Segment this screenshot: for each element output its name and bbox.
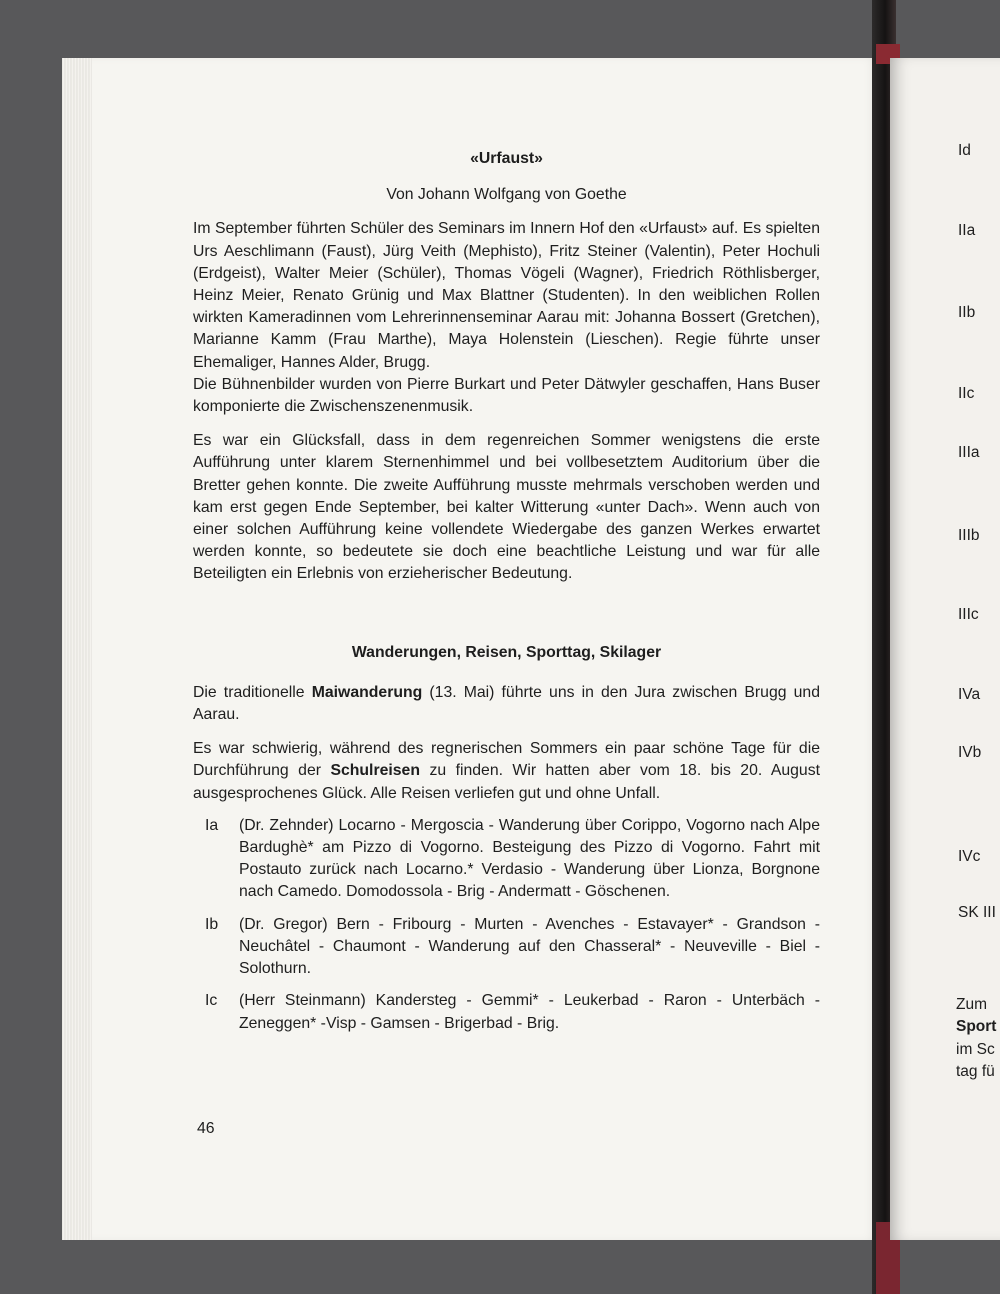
class-label: IIIa	[958, 444, 980, 461]
article-title: «Urfaust»	[470, 150, 543, 167]
trip-class-label: Ic	[205, 992, 218, 1010]
text-run: Die traditionelle	[193, 683, 312, 701]
paragraph-schulreisen	[193, 738, 820, 805]
page-number: 46	[197, 1120, 215, 1137]
bold-term: Maiwanderung	[311, 683, 423, 701]
right-text-line: tag fü	[956, 1063, 995, 1080]
paragraph-maiwanderung	[193, 682, 820, 726]
trip-item	[193, 990, 820, 1034]
right-text-line: Sport	[956, 1018, 997, 1035]
class-label: IIb	[958, 304, 976, 321]
trip-description: (Dr. Zehnder) Locarno - Mergoscia - Wanderung über Corippo, Vogorno nach Alpe Bardughè* am Pizzo di Vogorno. Besteigung des Pizzo di Vogorno. Fahrt mit Postauto zurück nach Locarno.* Verdasio - Wanderung über Lionza, Borgnone nach Camedo. Domodossola - Brig - Andermatt - Göschenen.	[239, 816, 820, 901]
class-label: IIc	[958, 385, 975, 402]
right-text-line: im Sc	[956, 1041, 995, 1058]
trip-item	[193, 914, 820, 981]
class-label: Id	[958, 142, 971, 159]
class-label: IIa	[958, 222, 976, 239]
trip-item	[193, 815, 820, 904]
text-run: (13. Mai) führte uns in den Jura zwischen Brugg und Aarau.	[193, 683, 820, 724]
left-page-content	[193, 140, 820, 1035]
paragraph-stage: Die Bühnenbilder wurden von Pierre Burkart und Peter Dätwyler geschaffen, Hans Buser komponierte die Zwischenszenenmusik.	[193, 375, 820, 416]
text-run: Es war schwierig, während des regnerischen Sommers ein paar schöne Tage für die Durchführung der	[193, 740, 820, 780]
class-label: IVa	[958, 686, 981, 703]
class-label: IVc	[958, 848, 981, 865]
section-title: Wanderungen, Reisen, Sporttag, Skilager	[351, 643, 662, 661]
class-label: IIIc	[958, 606, 979, 623]
article-subtitle: Von Johann Wolfgang von Goethe	[386, 186, 627, 204]
class-label: IIIb	[958, 527, 980, 544]
trip-description: (Herr Steinmann) Kandersteg - Gemmi* - Leukerbad - Raron - Unterbäch - Zeneggen* -Visp - Gamsen - Brigerbad - Brig.	[239, 992, 820, 1032]
class-label: IVb	[958, 744, 982, 761]
trip-class-label: Ib	[205, 915, 219, 933]
class-label: SK III	[958, 904, 996, 921]
right-text-line: Zum	[956, 996, 987, 1013]
text-run: zu finden. Wir hatten aber vom 18. bis 20. August ausgesprochenes Glück. Alle Reisen verliefen gut und ohne Unfall.	[193, 762, 821, 802]
paragraph-performance: Es war ein Glücksfall, dass in dem regenreichen Sommer wenigstens die erste Aufführung unter klarem Sternenhimmel und bei vollbesetztem Auditorium über die Bretter gehen konnte. Die zweite Aufführung musste mehrmals verschoben werden und kam erst gegen Ende September, bei kalter Witterung «unter Dach». Wenn auch von einer solchen Aufführung keine vollendete Wiedergabe des ganzen Werkes erwartet werden konnte, so bedeutete sie doch eine beachtliche Leistung und war für alle Beteiligten ein Erlebnis von erzieherischer Bedeutung.	[193, 432, 820, 583]
trip-description: (Dr. Gregor) Bern - Fribourg - Murten - Avenches - Estavayer* - Grandson - Neuchâtel - Chaumont - Wanderung auf den Chasseral* - Neuveville - Biel - Solothurn.	[239, 915, 820, 978]
bold-term: Schulreisen	[330, 762, 420, 780]
paragraph-cast: Im September führten Schüler des Seminars im Innern Hof den «Urfaust» auf. Es spielten Urs Aeschlimann (Faust), Jürg Veith (Mephisto), Fritz Steiner (Valentin), Peter Hochuli (Erdgeist), Walter Meier (Schüler), Thomas Vögeli (Wagner), Friedrich Röthlisberger, Heinz Meier, Renato Grünig und Max Blattner (Studenten). In den weiblichen Rollen wirkten Kameradinnen vom Lehrerinnenseminar Aarau mit: Johanna Bossert (Gretchen), Marianne Kamm (Frau Marthe), Maya Holenstein (Lieschen). Regie führte unser Ehemaliger, Hannes Alder, Brugg.	[193, 220, 820, 371]
right-page	[890, 58, 1000, 1240]
trip-class-label: Ia	[205, 816, 219, 834]
page-edges	[62, 58, 92, 1240]
